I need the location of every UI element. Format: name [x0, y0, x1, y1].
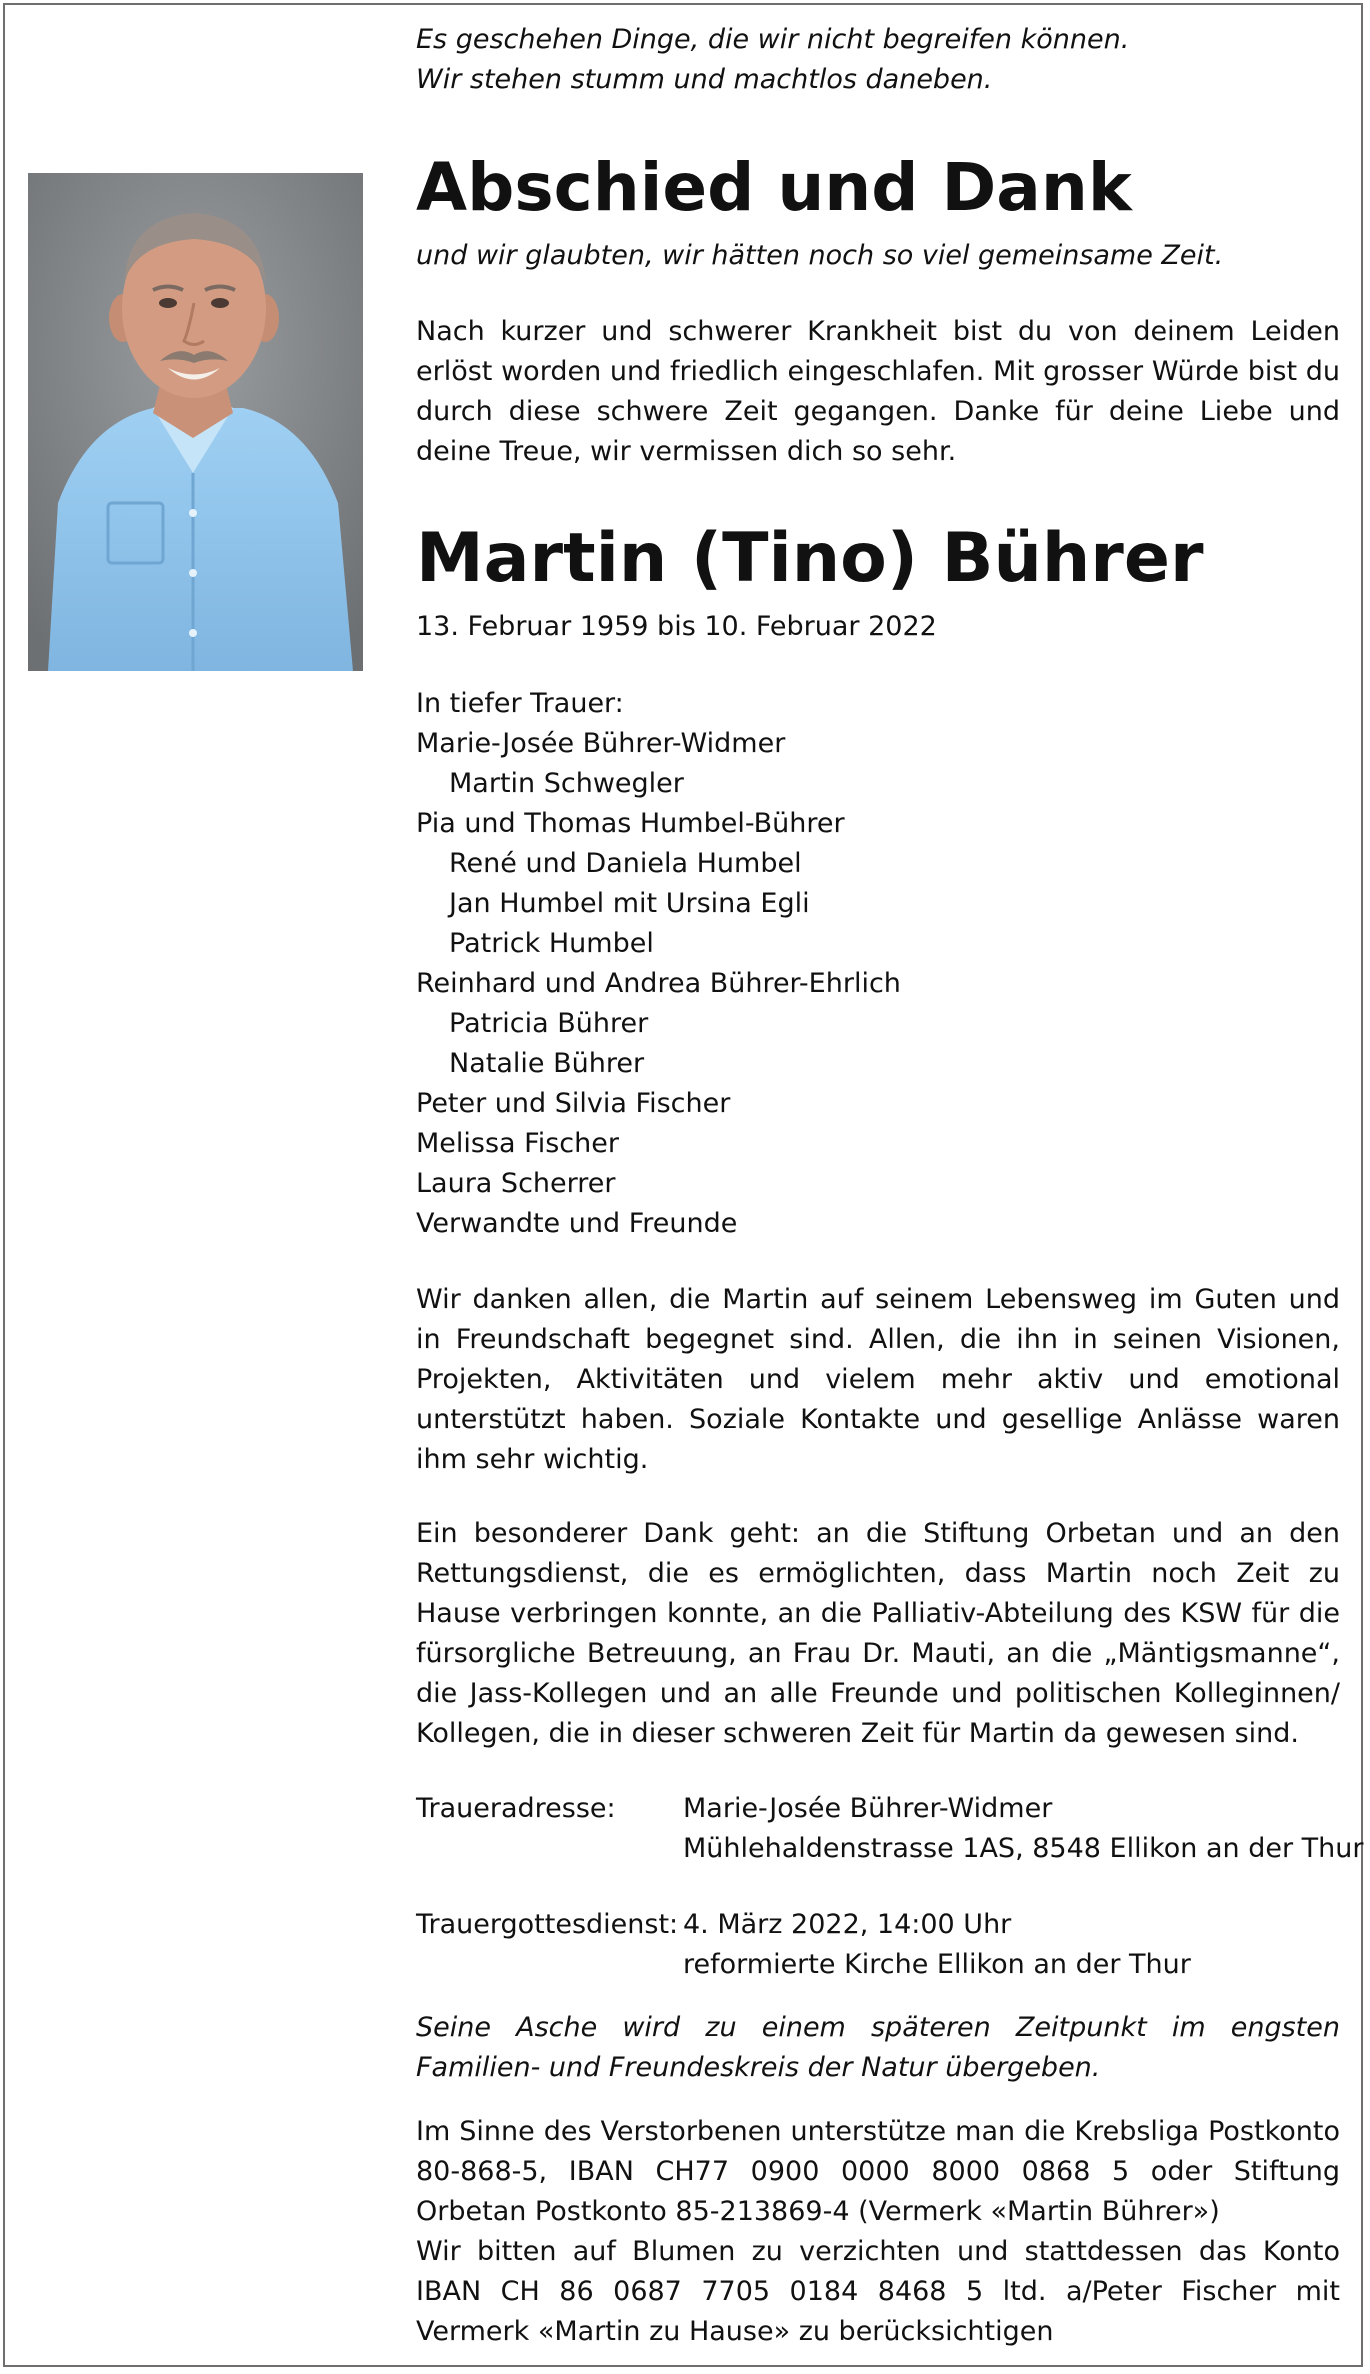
mourner-item: Peter und Silvia Fischer [416, 1088, 731, 1119]
motto [416, 20, 1340, 100]
mourning-address-label: Traueradresse: [416, 1793, 616, 1824]
funeral-service-line-2: reformierte Kirche Ellikon an der Thur [683, 1949, 1191, 1980]
mourning-address-line-1: Marie-Josée Bührer-Widmer [683, 1793, 1053, 1824]
mourner-item: Pia und Thomas Humbel-Bührer [416, 808, 845, 839]
mourner-item: Patrick Humbel [449, 928, 654, 959]
portrait-photo [28, 173, 363, 671]
thanks-paragraph: Wir danken allen, die Martin auf seinem Lebensweg im Guten und in Freundschaft begegnet sind. Allen, die ihn in seinen Visionen, Projekten, Aktivitäten und vielem mehr aktiv und emotional unterstützt haben. Soziale Kontakte und gesellige Anlässe waren ihm sehr wichtig. [416, 1284, 1340, 1475]
flowers-paragraph: Wir bitten auf Blumen zu verzichten und stattdessen das Konto IBAN CH 86 0687 7705 0184 8468 5 ltd. a/Peter Fischer mit Vermerk «Martin zu Hause» zu berücksichtigen [416, 2236, 1340, 2347]
mourner-item: René und Daniela Humbel [449, 848, 802, 879]
motto-line-2: Wir stehen stumm und machtlos daneben. [416, 64, 993, 95]
heading: Abschied und Dank [416, 149, 1132, 226]
mourner-item: Patricia Bührer [449, 1008, 649, 1039]
ashes-note: Seine Asche wird zu einem späteren Zeitpunkt im engsten Familien- und Freundeskreis der Natur übergeben. [416, 2012, 1340, 2083]
mourner-item: Jan Humbel mit Ursina Egli [449, 888, 810, 919]
mourners-list [416, 684, 1340, 1244]
funeral-service-label: Trauergottesdienst: [416, 1909, 679, 1940]
deceased-name: Martin (Tino) Bührer [416, 519, 1204, 598]
mourner-item: Verwandte und Freunde [416, 1208, 738, 1239]
special-thanks-paragraph: Ein besonderer Dank geht: an die Stiftung Orbetan und an den Rettungsdienst, die es ermöglichten, dass Martin noch Zeit zu Hause verbringen konnte, an die Palliativ-Abteilung des KSW für die fürsorgliche Betreuung, an Frau Dr. Mauti, an die „Mäntigsmanne“, die Jass-Kollegen und an alle Freunde und politischen Kolleginnen/ Kollegen, die in dieser schweren Zeit für Martin da gewesen sind. [416, 1518, 1340, 1749]
donation-paragraph: Im Sinne des Verstorbenen unterstütze man die Krebsliga Postkonto 80-868-5, IBAN CH77 0900 0000 8000 0868 5 oder Stiftung Orbetan Postkonto 85-213869-4 (Vermerk «Martin Bührer») [416, 2116, 1340, 2227]
funeral-service-line-1: 4. März 2022, 14:00 Uhr [683, 1909, 1012, 1940]
mourner-item: Melissa Fischer [416, 1128, 619, 1159]
subheading: und wir glaubten, wir hätten noch so viel gemeinsame Zeit. [416, 240, 1224, 271]
mourners-label: In tiefer Trauer: [416, 688, 624, 719]
mourner-item: Reinhard und Andrea Bührer-Ehrlich [416, 968, 901, 999]
mourning-address-line-2: Mühlehaldenstrasse 1AS, 8548 Ellikon an der Thur [683, 1833, 1364, 1864]
mourner-item: Natalie Bührer [449, 1048, 645, 1079]
life-dates: 13. Februar 1959 bis 10. Februar 2022 [416, 611, 937, 642]
intro-paragraph: Nach kurzer und schwerer Krankheit bist du von deinem Leiden erlöst worden und friedlich eingeschlafen. Mit grosser Würde bist du durch diese schwere Zeit gegangen. Danke für deine Liebe und deine Treue, wir vermissen dich so sehr. [416, 316, 1340, 467]
mourner-item: Martin Schwegler [449, 768, 684, 799]
motto-line-1: Es geschehen Dinge, die wir nicht begreifen können. [416, 24, 1130, 55]
mourner-item: Marie-Josée Bührer-Widmer [416, 728, 786, 759]
mourner-item: Laura Scherrer [416, 1168, 616, 1199]
